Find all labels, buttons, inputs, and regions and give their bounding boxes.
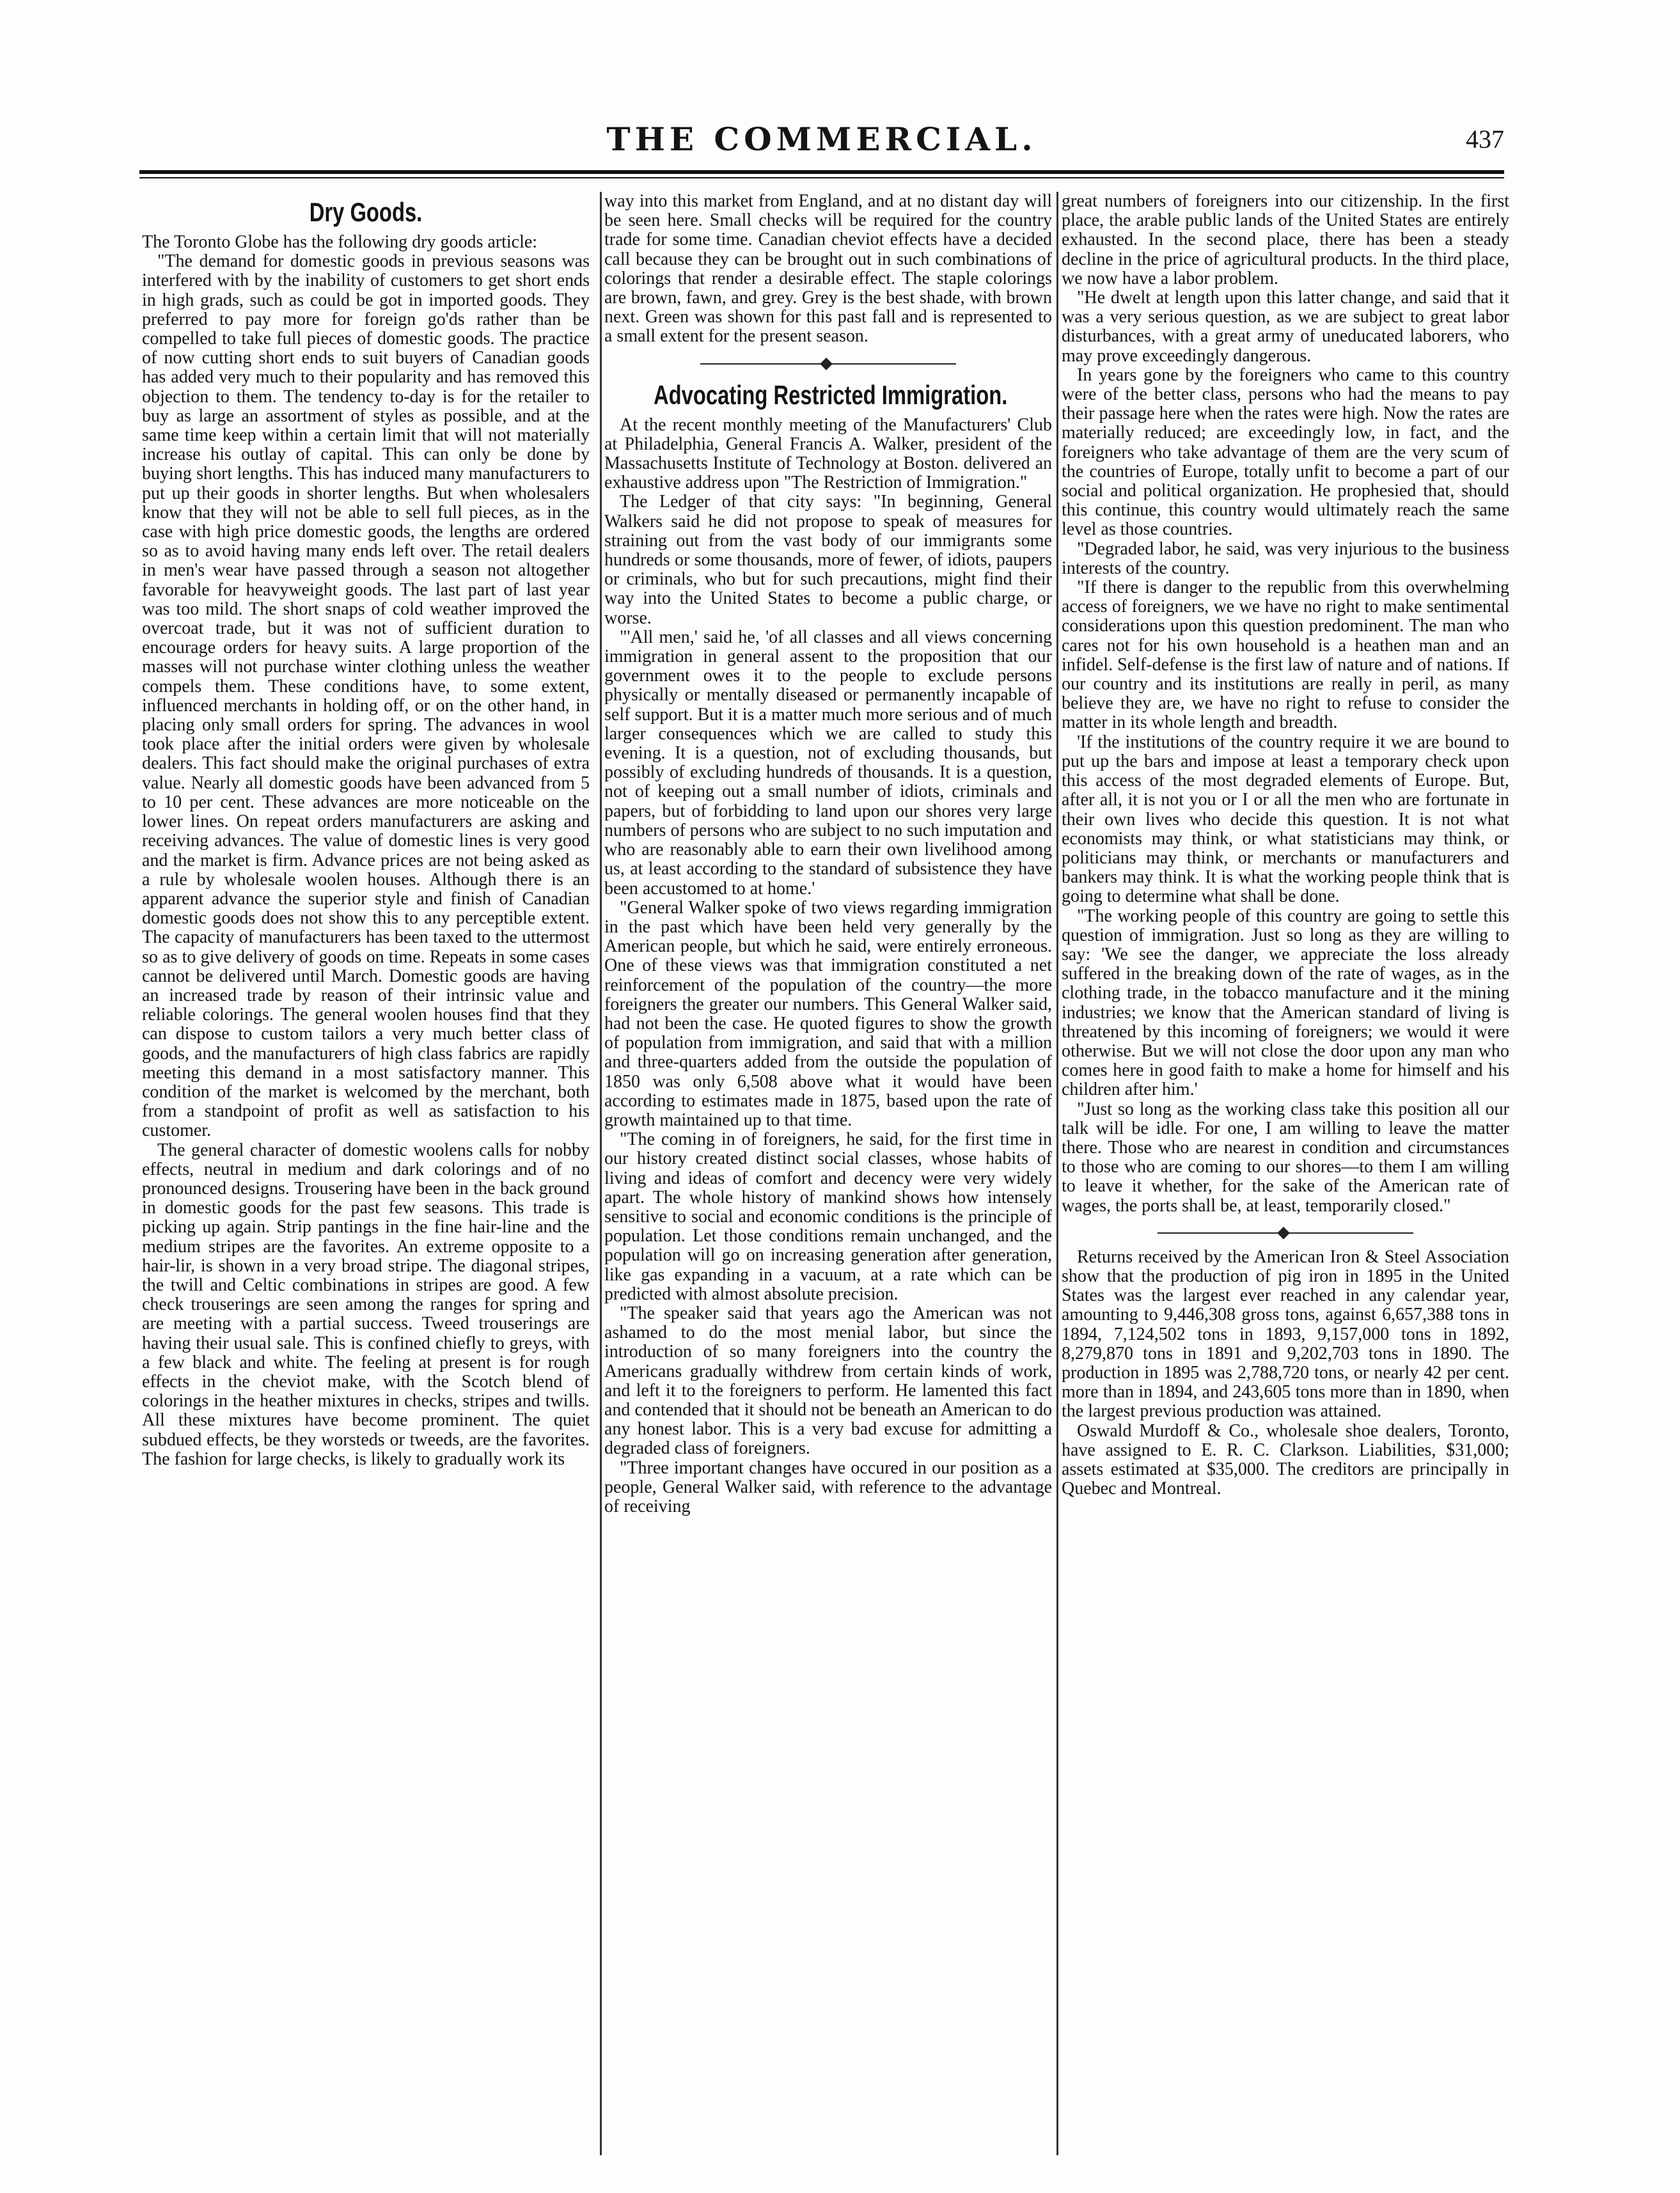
paragraph: "General Walker spoke of two views regarding immigration in the past which have been held very generally by the American people, but which he said, were entirely erroneous. One of these views was that immigration constituted a net reinforcement of the population of the country—the more foreigners the greater our numbers. This General Walker said, had not been the case. He quoted figures to show the growth of population from immigration, and said that with a million and three-quarters added from the outside the population of 1850 was only 6,508 above what it would have been according to estimates made in 1875, based upon the rate of growth maintained up to that time. xyxy=(604,897,1052,1130)
column-1 xyxy=(142,192,590,2158)
paragraph: great numbers of foreigners into our citizenship. In the first place, the arable public lands of the United States are entirely exhausted. In the second place, there has been a steady decline in the price of agricultural products. In the third place, we now have a labor problem. xyxy=(1062,192,1509,288)
header-rule xyxy=(139,170,1504,174)
paragraph: "If there is danger to the republic from this overwhelming access of foreigners, we we have no right to make sentimental considerations upon this question predominent. The man who cares not for his own household is a heathen man and an infidel. Self-defense is the first law of nature and of nations. If our country and its institutions are really in peril, as many believe they are, we have no right to refuse to consider the matter in its whole length and breadth. xyxy=(1062,578,1509,733)
paragraph: 'If the institutions of the country require it we are bound to put up the bars and impose at least a temporary check upon this access of the most degraded elements of Europe. But, after all, it is not you or I or all the men who are fortunate in their own lives who decide this question. It is not what economists may think, or what statisticians may think, or politicians may think, or merchants or manufacturers and bankers may think. It is what the working people think that is going to determine what shall be done. xyxy=(1062,732,1509,907)
header-rule-thin xyxy=(139,177,1504,178)
column-rule-2 xyxy=(1056,192,1058,2155)
article-heading-dry-goods: Dry Goods. xyxy=(309,197,423,227)
paragraph: "Just so long as the working class take this position all our talk will be idle. For one, I am willing to leave the matter there. Those who are nearest in condition and circumstances to those who are coming to our shores—to them I am willing to leave it whether, for the sake of the American rate of wages, the ports shall be, at least, temporarily closed." xyxy=(1062,1099,1509,1216)
paragraph: Returns received by the American Iron & Steel Association show that the production of pig iron in 1895 in the United States was the largest ever reached in any calendar year, amounting to 9,446,308 gross tons, against 6,657,388 tons in 1894, 7,124,502 tons in 1893, 9,157,000 tons in 1892, 8,279,870 tons in 1891 and 9,202,703 tons in 1890. The production in 1895 was 2,788,720 tons, or nearly 42 per cent. more than in 1894, and 243,605 tons more than in 1890, when the largest previous production was attained. xyxy=(1062,1246,1509,1422)
column-2 xyxy=(604,192,1052,2158)
paragraph: "He dwelt at length upon this latter change, and said that it was a very serious question, as we are subject to great labor disturbances, with a great army of uneducated laborers, who may prove exceedingly dangerous. xyxy=(1062,288,1509,366)
paragraph: "'All men,' said he, 'of all classes and all views concerning immigration in general assent to the proposition that our government owes it to the people to exclude persons physically or mentally diseased or permanently incapable of self support. But it is a matter much more serious and of much larger consequences which we are called to study this evening. It is a question, not of excluding thousands, but possibly of excluding hundreds of thousands. It is a question, not of keeping out a small number of idiots, criminals and papers, but of forbidding to land upon our shores very large numbers of persons who are subject to no such imputation and who are reasonably able to earn their own livelihood among us, at least according to the standard of subsistence they have been accustomed to at home.' xyxy=(604,627,1052,899)
page-number: 437 xyxy=(1466,125,1504,153)
paragraph: "The speaker said that years ago the American was not ashamed to do the most menial labor, but since the introduction of so many foreigners into the country the Americans gradually withdrew from certain kinds of work, and left it to the foreigners to perform. He lamented this fact and contended that it should not be beneath an American to do any honest labor. This is a very bad excuse for admitting a degraded class of foreigners. xyxy=(604,1303,1052,1459)
paragraph: "Three important changes have occured in our position as a people, General Walker said, with reference to the advantage of receiving xyxy=(604,1458,1052,1516)
newspaper-title: THE COMMERCIAL. xyxy=(606,120,1037,158)
paragraph: "The demand for domestic goods in previous seasons was interfered with by the inability of customers to get short ends in high grads, such as could be got in imported goods. They preferred to pay more for foreign go'ds rather than be compelled to take full pieces of domestic goods. The practice of now cutting short ends to suit buyers of Canadian goods has added very much to their popularity and has removed this objection to them. The tendency to-day is for the retailer to buy as large an assortment of styles as possible, and at the same time keep within a certain limit that will not materially increase his outlay of capital. This can only be done by buying short lengths. This has induced many manufacturers to put up their goods in shorter lengths. But when wholesalers know that they will not be able to sell full pieces, as in the case with high price domestic goods, the lengths are ordered so as to avoid having many ends left over. The retail dealers in men's wear have passed through a season not altogether favorable for heavyweight goods. The last part of last year was too mild. The short snaps of cold weather improved the overcoat trade, but it was not of sufficient duration to encourage orders for heavy suits. A large proportion of the masses will not purchase winter clothing unless the weather compels them. These conditions have, to some extent, influenced merchants in holding off, or on the other hand, in placing only small orders for spring. The advances in wool took place after the initial orders were given by wholesale dealers. This fact should make the original purchases of extra value. Nearly all domestic goods have been advanced from 5 to 10 per cent. These advances are more noticeable on the lower lines. On repeat orders manufacturers are asking and receiving advances. The value of domestic lines is very good and the market is firm. Advance prices are not being asked as a rule by wholesale woolen houses. Although there is an apparent advance the superior style and finish of Canadian domestic goods does not show this to any perceptible extent. The capacity of manufacturers has been taxed to the uttermost so as to give delivery of goods on time. Repeats in some cases cannot be delivered until March. Domestic goods are having an increased trade by reason of their intrinsic value and reliable colorings. The general woolen houses find that they can dispose to custom tailors a very much better class of goods, and the manufacturers of high class fabrics are rapidly meeting this demand in a most satisfactory manner. This condition of the market is welcomed by the merchant, both from a standpoint of profit as well as satisfaction to his customer. xyxy=(142,251,590,1141)
masthead xyxy=(139,120,1504,159)
paragraph: The Ledger of that city says: "In beginning, General Walkers said he did not propose to speak of measures for straining out from the vast body of our immigrants some hundreds or some thousands, more of fewer, of idiots, paupers or criminals, who but for such precautions, might find their way into the United States to become a public charge, or worse. xyxy=(604,492,1052,628)
column-3 xyxy=(1062,192,1509,2158)
paragraph: Oswald Murdoff & Co., wholesale shoe dealers, Toronto, have assigned to E. R. C. Clarkson. Liabilities, $31,000; assets estimated at $35,000. The creditors are principally in Quebec and Montreal. xyxy=(1062,1420,1509,1499)
section-ornament xyxy=(604,356,1052,372)
paragraph: The Toronto Globe has the following dry goods article: xyxy=(142,232,538,252)
article-heading-immigration: Advocating Restricted Immigration. xyxy=(654,379,1008,410)
paragraph: The general character of domestic woolens calls for nobby effects, neutral in medium and dark colorings and of no pronounced designs. Trousering have been in the back ground in domestic goods for the past few seasons. This trade is picking up again. Strip pantings in the fine hair-line and the medium stripes are the favorites. An extreme opposite to a hair-lir, is shown in a very broad stripe. The diagonal stripes, the twill and Celtic combinations in stripes are good. A few check trouserings are seen among the ranges for spring and are meeting with a partial success. Tweed trouserings are having their usual sale. This is confined chiefly to greys, with a few black and white. The feeling at present is for rough effects in the cheviot make, with the Scotch blend of colorings in the heather mixtures in checks, stripes and twills. All these mixtures have become prominent. The quiet subdued effects, be they worsteds or tweeds, are the favorites. The fashion for large checks, is likely to gradually work its xyxy=(142,1140,590,1469)
paragraph: "Degraded labor, he said, was very injurious to the business interests of the country. xyxy=(1062,538,1509,578)
section-ornament xyxy=(1062,1225,1509,1241)
paragraph: way into this market from England, and at no distant day will be seen here. Small checks will be required for the country trade for some time. Canadian cheviot effects have a decided call because they can be brought out in such combinations of colorings that render a desirable effect. The staple colorings are brown, fawn, and grey. Grey is the best shade, with brown next. Green was shown for this past fall and is represented to a small extent for the present season. xyxy=(604,192,1052,347)
paragraph: At the recent monthly meeting of the Manufacturers' Club at Philadelphia, General Francis A. Walker, president of the Massachusetts Institute of Technology at Boston. delivered an exhaustive address upon "The Restriction of Immigration." xyxy=(604,414,1052,493)
paragraph: "The coming in of foreigners, he said, for the first time in our history created distinct social classes, whose habits of living and ideas of comfort and decency were very widely apart. The whole history of mankind shows how intensely sensitive to social and economic conditions is the principle of population. Let those conditions remain unchanged, and the population will go on increasing generation after generation, like gas expanding in a vacuum, at a rate which can be predicted with almost absolute precision. xyxy=(604,1129,1052,1304)
paragraph: "The working people of this country are going to settle this question of immigration. Just so long as they are willing to say: 'We see the danger, we appreciate the loss already suffered in the breaking down of the rate of wages, as in the clothing trade, in the tobacco manufacture and it the mining industries; we know that the American standard of living is threatened by this incoming of foreigners; we would it were otherwise. But we will not close the door upon any man who comes here in good faith to make a home for himself and his children after him.' xyxy=(1062,906,1509,1100)
column-rule-1 xyxy=(600,192,602,2155)
paragraph: In years gone by the foreigners who came to this country were of the better class, persons who had the means to pay their passage here when the rates were high. Now the rates are materially reduced; are exceedingly low, in fact, and the foreigners who take advantage of them are the very scum of the countries of Europe, totally unfit to become a part of our social and political organization. He prophesied that, should this continue, this country would ultimately reach the same level as those countries. xyxy=(1062,365,1509,540)
